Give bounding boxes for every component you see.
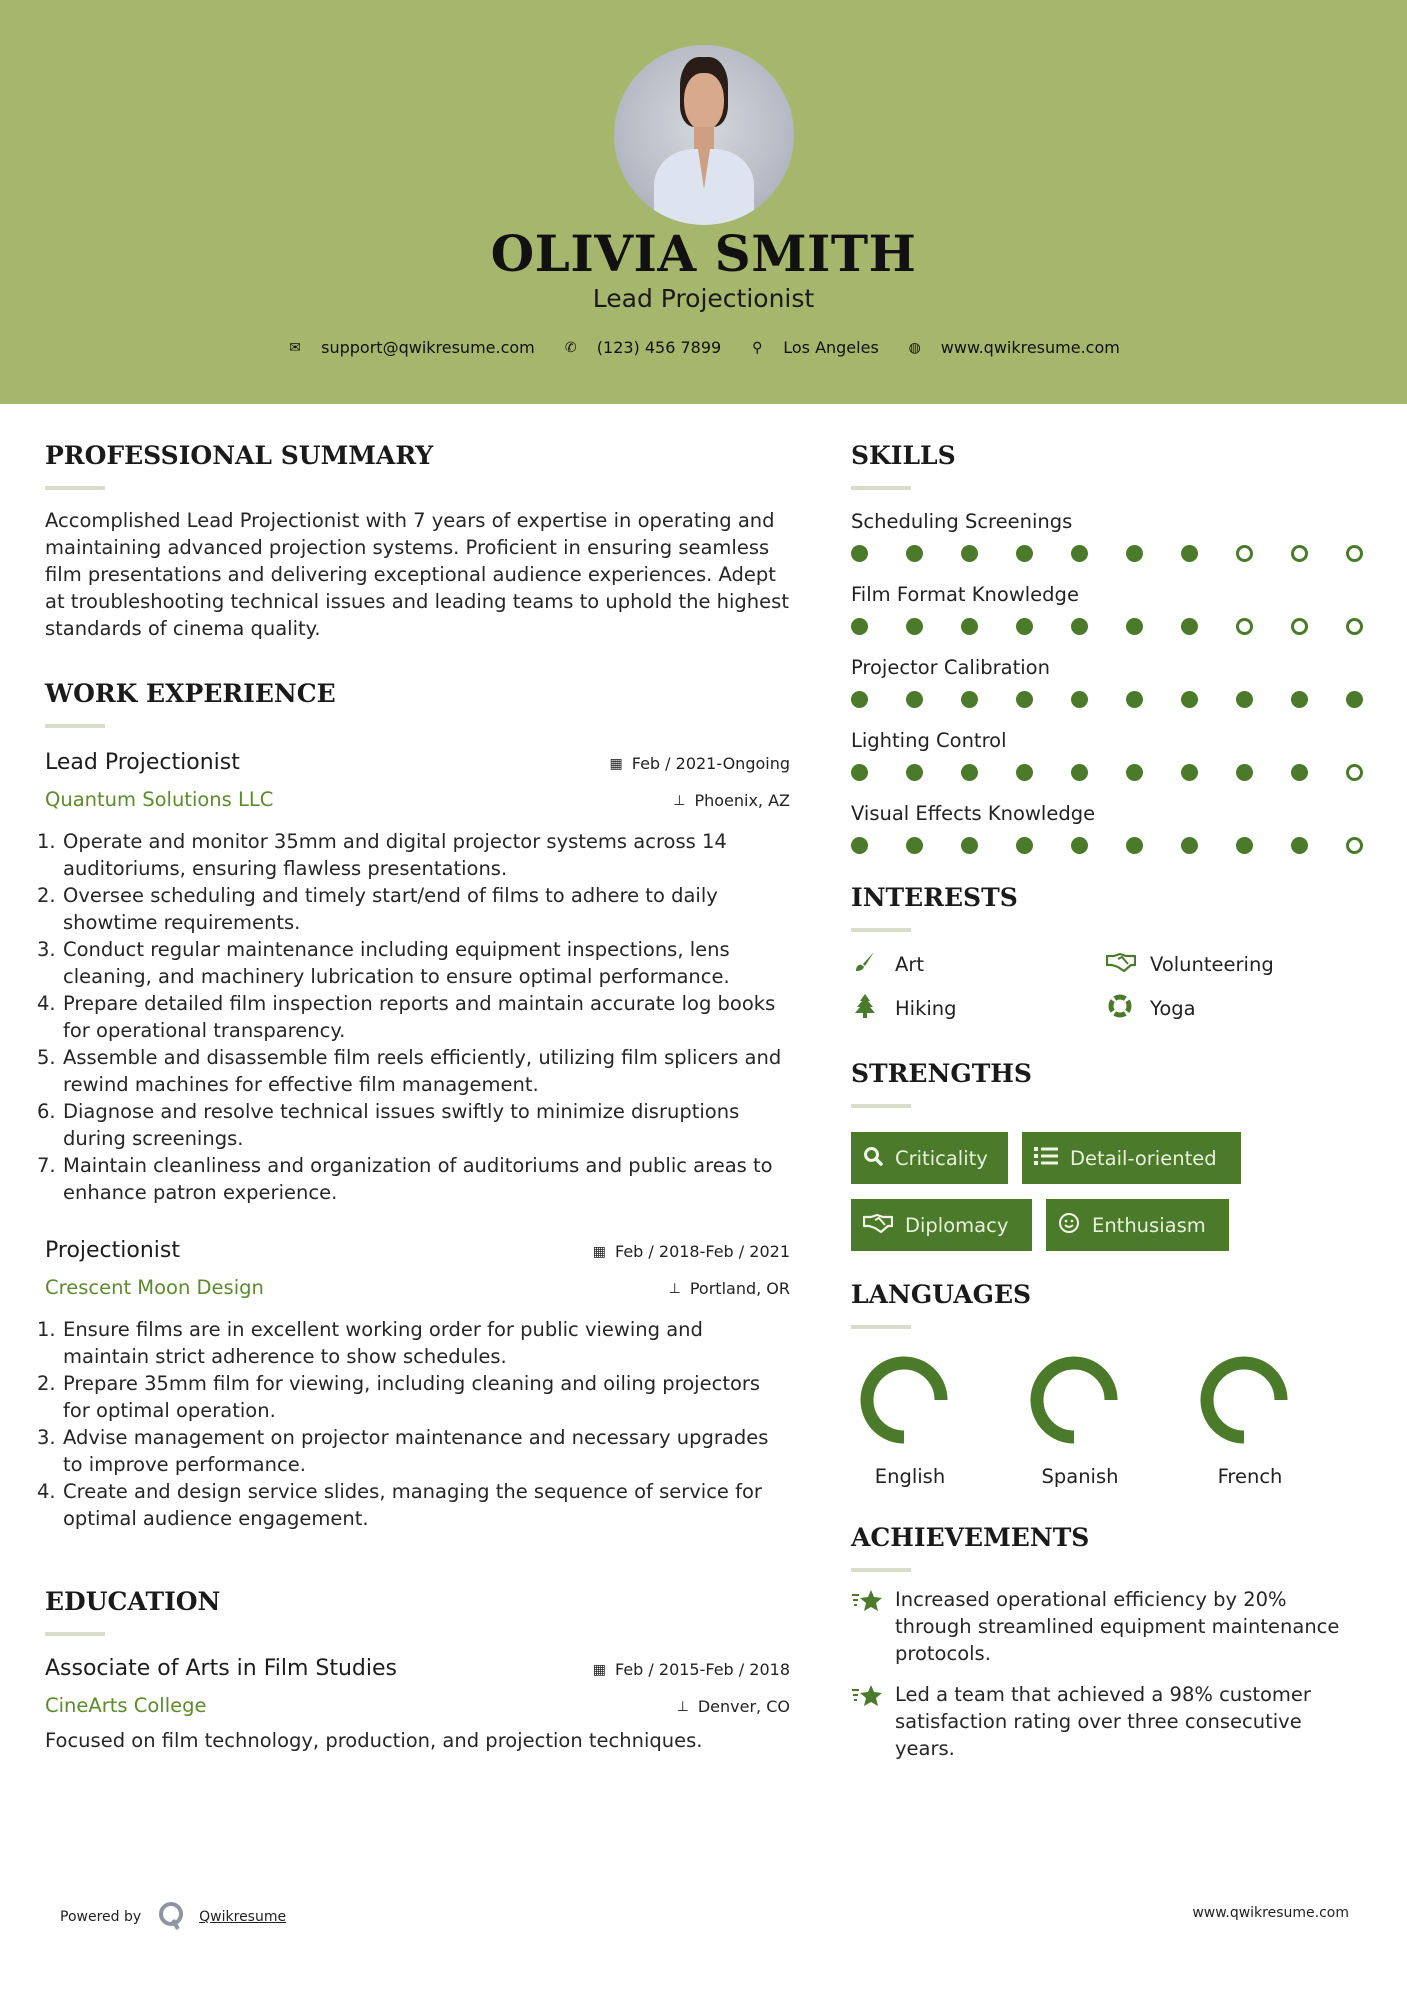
rating-dot-filled: [1071, 545, 1088, 562]
rating-dot-filled: [906, 618, 923, 635]
rating-dot-filled: [1016, 618, 1033, 635]
candidate-title: Lead Projectionist: [592, 284, 815, 313]
rating-dot-filled: [961, 764, 978, 781]
rating-dot-empty: [1291, 618, 1308, 635]
section-heading: LANGUAGES: [851, 1280, 1032, 1309]
rating-dot-filled: [1126, 691, 1143, 708]
powered-by: Powered by Qwikresume: [60, 1900, 286, 1934]
school-name: CineArts College: [45, 1694, 207, 1717]
calendar-icon: ▦: [609, 755, 623, 772]
rating-dot-filled: [1071, 618, 1088, 635]
achievement-item: Led a team that achieved a 98% customer satisfaction rating over three consecutive years.: [851, 1681, 1371, 1762]
list-item: Ensure films are in excellent working order for public viewing and maintain strict adherence to show schedules.: [63, 1318, 703, 1368]
list-item: Conduct regular maintenance including equipment inspections, lens cleaning, and machinery lubrication to ensure optimal performance.: [63, 938, 730, 988]
smile-icon: [1058, 1212, 1080, 1239]
calendar-icon: ▦: [592, 1243, 606, 1260]
rating-dot-filled: [1291, 764, 1308, 781]
skill-name: Visual Effects Knowledge: [851, 802, 1096, 825]
rating-dot-filled: [1181, 837, 1198, 854]
progress-ring: [859, 1355, 949, 1445]
envelope-icon: ✉: [289, 339, 301, 356]
job-entry: [45, 748, 790, 1206]
list-icon: [1034, 1146, 1058, 1171]
list-item: Oversee scheduling and timely start/end of films to adhere to daily showtime requirements.: [63, 884, 718, 934]
heading-underline: [45, 724, 105, 728]
job-bullets: [37, 1316, 790, 1532]
pushpin-icon: ⊥: [673, 792, 686, 809]
rating-dot-filled: [851, 545, 868, 562]
list-item: Advise management on projector maintenance and necessary upgrades to improve performance.: [63, 1426, 769, 1476]
job-bullets: [37, 828, 790, 1206]
skill-rating: [851, 615, 1371, 637]
section-heading: STRENGTHS: [851, 1059, 1032, 1088]
handshake-icon: [863, 1213, 893, 1238]
list-item: Create and design service slides, managing the sequence of service for optimal audience engagement.: [63, 1480, 762, 1530]
job-title: Projectionist: [45, 1238, 180, 1263]
calendar-icon: ▦: [592, 1661, 606, 1678]
progress-ring: [1029, 1355, 1119, 1445]
tree-icon: [851, 994, 879, 1023]
section-heading: EDUCATION: [45, 1587, 221, 1616]
rating-dot-empty: [1291, 545, 1308, 562]
life-ring-icon: [1106, 994, 1134, 1023]
rating-dot-filled: [851, 837, 868, 854]
section-heading: INTERESTS: [851, 883, 1018, 912]
rating-dot-filled: [1181, 618, 1198, 635]
skill-item: [851, 800, 1371, 856]
job-entry: [45, 1236, 790, 1532]
rating-dot-filled: [1126, 618, 1143, 635]
list-item: Operate and monitor 35mm and digital projector systems across 14 auditoriums, ensuring flawless presentations.: [63, 830, 727, 880]
list-item: Assemble and disassemble film reels efficiently, utilizing film splicers and rewind machines for effective film management.: [63, 1046, 782, 1096]
search-icon: [863, 1146, 883, 1171]
strength-chip: Criticality: [851, 1132, 1008, 1184]
rating-dot-filled: [1126, 764, 1143, 781]
strength-chip: Diplomacy: [851, 1199, 1032, 1251]
education-section: [45, 1586, 790, 1754]
education-location: ⊥ Denver, CO: [676, 1697, 790, 1716]
rating-dot-filled: [1236, 837, 1253, 854]
skill-item: [851, 581, 1371, 637]
rating-dot-empty: [1236, 545, 1253, 562]
section-heading: SKILLS: [851, 441, 956, 470]
shooting-star-icon: [851, 1586, 895, 1667]
interests-section: [851, 882, 1371, 1022]
strength-chip: Enthusiasm: [1046, 1199, 1229, 1251]
rating-dot-filled: [1291, 691, 1308, 708]
rating-dot-empty: [1346, 618, 1363, 635]
language-name: Spanish: [1041, 1465, 1119, 1488]
rating-dot-filled: [1071, 837, 1088, 854]
skill-item: [851, 727, 1371, 783]
section-heading: PROFESSIONAL SUMMARY: [45, 441, 434, 470]
skill-item: [851, 654, 1371, 710]
job-location: ⊥ Phoenix, AZ: [673, 791, 790, 810]
rating-dot-filled: [1181, 764, 1198, 781]
rating-dot-filled: [1236, 691, 1253, 708]
contact-location: ⚲ Los Angeles: [749, 338, 879, 357]
languages-section: [851, 1279, 1371, 1488]
phone-icon: ✆: [564, 339, 577, 356]
interest-item: Volunteering: [1106, 950, 1361, 978]
summary-section: [45, 440, 790, 642]
rating-dot-filled: [906, 545, 923, 562]
rating-dot-filled: [1126, 545, 1143, 562]
rating-dot-filled: [961, 837, 978, 854]
strengths-section: [851, 1058, 1371, 1251]
list-item: Diagnose and resolve technical issues swiftly to minimize disruptions during screenings.: [63, 1100, 740, 1150]
achievement-item: Increased operational efficiency by 20% through streamlined equipment maintenance protocols.: [851, 1586, 1371, 1667]
achievements-section: [851, 1522, 1371, 1762]
strength-chips: [851, 1132, 1371, 1251]
contact-bar: [0, 338, 1407, 357]
language-list: [851, 1355, 1371, 1488]
education-entry: [45, 1654, 790, 1754]
right-column: [851, 440, 1371, 1762]
heading-underline: [851, 1325, 911, 1329]
job-date: ▦ Feb / 2021-Ongoing: [609, 754, 790, 773]
job-location: ⊥ Portland, OR: [668, 1279, 790, 1298]
rating-dot-empty: [1346, 764, 1363, 781]
strength-chip: Detail-oriented: [1022, 1132, 1241, 1184]
interests-grid: [851, 950, 1371, 1022]
rating-dot-filled: [906, 837, 923, 854]
rating-dot-filled: [906, 764, 923, 781]
globe-icon: ◍: [908, 339, 921, 356]
skill-item: [851, 508, 1371, 564]
skill-name: Film Format Knowledge: [851, 583, 1079, 606]
rating-dot-filled: [1346, 691, 1363, 708]
rating-dot-filled: [1016, 764, 1033, 781]
skill-name: Lighting Control: [851, 729, 1007, 752]
rating-dot-filled: [906, 691, 923, 708]
contact-website[interactable]: ◍ www.qwikresume.com: [908, 338, 1120, 357]
education-date: ▦ Feb / 2015-Feb / 2018: [592, 1660, 790, 1679]
heading-underline: [45, 486, 105, 490]
skill-name: Scheduling Screenings: [851, 510, 1073, 533]
heading-underline: [851, 486, 911, 490]
experience-section: [45, 678, 790, 1532]
rating-dot-filled: [1071, 691, 1088, 708]
interest-item: Hiking: [851, 994, 1106, 1022]
job-date: ▦ Feb / 2018-Feb / 2021: [592, 1242, 790, 1261]
rating-dot-filled: [851, 691, 868, 708]
contact-email[interactable]: ✉ support@qwikresume.com: [287, 338, 535, 357]
job-title: Lead Projectionist: [45, 750, 240, 775]
rating-dot-filled: [1016, 837, 1033, 854]
skill-rating: [851, 688, 1371, 710]
progress-ring: [1199, 1355, 1289, 1445]
rating-dot-filled: [961, 545, 978, 562]
interest-item: Art: [851, 950, 1106, 978]
language-item: [851, 1355, 1021, 1488]
heading-underline: [45, 1632, 105, 1636]
qwikresume-logo-icon: [157, 1900, 185, 1934]
candidate-name: OLIVIA SMITH: [490, 224, 917, 283]
shooting-star-icon: [851, 1681, 895, 1762]
skill-rating: [851, 834, 1371, 856]
interest-item: Yoga: [1106, 994, 1361, 1022]
section-heading: ACHIEVEMENTS: [851, 1523, 1090, 1552]
left-column: [45, 440, 790, 1754]
rating-dot-filled: [1236, 764, 1253, 781]
skill-rating: [851, 542, 1371, 564]
footer-website-link[interactable]: www.qwikresume.com: [1192, 1905, 1349, 1921]
contact-phone[interactable]: ✆ (123) 456 7899: [563, 338, 721, 357]
degree-title: Associate of Arts in Film Studies: [45, 1656, 398, 1681]
job-company: Crescent Moon Design: [45, 1276, 264, 1299]
rating-dot-filled: [1291, 837, 1308, 854]
list-item: Maintain cleanliness and organization of auditoriums and public areas to enhance patron experience.: [63, 1154, 773, 1204]
skills-section: [851, 440, 1371, 856]
resume-header: [0, 0, 1407, 404]
heading-underline: [851, 1568, 911, 1572]
profile-photo: [614, 45, 794, 225]
map-pin-icon: ⚲: [752, 339, 763, 356]
skill-rating: [851, 761, 1371, 783]
rating-dot-filled: [961, 691, 978, 708]
rating-dot-filled: [851, 764, 868, 781]
handshake-icon: [1106, 952, 1134, 977]
language-item: [1021, 1355, 1191, 1488]
list-item: Prepare detailed film inspection reports and maintain accurate log books for operational transparency.: [63, 992, 776, 1042]
rating-dot-filled: [961, 618, 978, 635]
rating-dot-filled: [1016, 691, 1033, 708]
qwikresume-link[interactable]: Qwikresume: [199, 1909, 287, 1925]
rating-dot-empty: [1236, 618, 1253, 635]
skill-name: Projector Calibration: [851, 656, 1050, 679]
job-company: Quantum Solutions LLC: [45, 788, 274, 811]
rating-dot-filled: [1016, 545, 1033, 562]
language-name: French: [1217, 1465, 1283, 1488]
rating-dot-empty: [1346, 545, 1363, 562]
rating-dot-filled: [1071, 764, 1088, 781]
education-description: Focused on film technology, production, and projection techniques.: [45, 1729, 703, 1752]
list-item: Prepare 35mm film for viewing, including cleaning and oiling projectors for optimal operation.: [63, 1372, 761, 1422]
section-heading: WORK EXPERIENCE: [45, 679, 336, 708]
rating-dot-filled: [1181, 691, 1198, 708]
language-item: [1191, 1355, 1361, 1488]
rating-dot-filled: [1126, 837, 1143, 854]
rating-dot-filled: [851, 618, 868, 635]
pushpin-icon: ⊥: [668, 1280, 681, 1297]
rating-dot-empty: [1346, 837, 1363, 854]
summary-text: Accomplished Lead Projectionist with 7 years of expertise in operating and maintaining advanced projection systems. Proficient in ensuring seamless film presentations and delivering exceptional audience experiences. Adept at troubleshooting technical issues and leading teams to uphold the highest standards of cinema quality.: [45, 509, 789, 640]
paintbrush-icon: [851, 951, 879, 978]
rating-dot-filled: [1181, 545, 1198, 562]
pushpin-icon: ⊥: [676, 1698, 689, 1715]
heading-underline: [851, 1104, 911, 1108]
heading-underline: [851, 928, 911, 932]
language-name: English: [874, 1465, 946, 1488]
